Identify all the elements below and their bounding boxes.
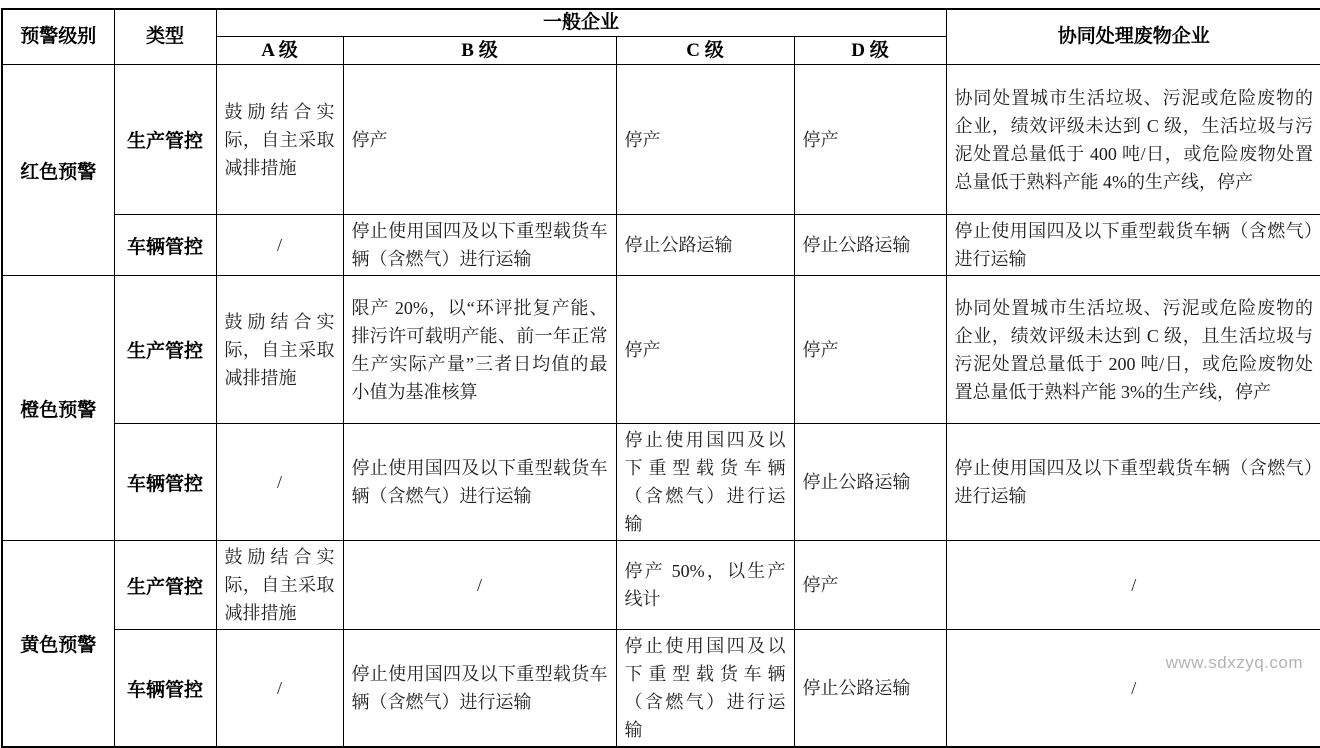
cell-yellow-vehicle-collab: / bbox=[946, 630, 1320, 748]
header-grade-b: B 级 bbox=[343, 37, 616, 65]
header-grade-d: D 级 bbox=[794, 37, 946, 65]
cell-orange-vehicle-a: / bbox=[216, 424, 343, 541]
rowlabel-red-production: 生产管控 bbox=[114, 65, 216, 215]
cell-red-production-d: 停产 bbox=[794, 65, 946, 215]
cell-red-production-a: 鼓励结合实际，自主采取减排措施 bbox=[216, 65, 343, 215]
cell-orange-production-collab: 协同处置城市生活垃圾、污泥或危险废物的企业，绩效评级未达到 C 级，且生活垃圾与污泥处置总量低于 200 吨/日，或危险废物处置总量低于熟料产能 3%的生产线，停产 bbox=[946, 276, 1320, 424]
cell-red-production-b: 停产 bbox=[343, 65, 616, 215]
cell-yellow-production-b: / bbox=[343, 541, 616, 630]
rowlabel-yellow-production: 生产管控 bbox=[114, 541, 216, 630]
rowlabel-orange-production: 生产管控 bbox=[114, 276, 216, 424]
header-grade-c: C 级 bbox=[616, 37, 794, 65]
header-type: 类型 bbox=[114, 9, 216, 65]
cell-yellow-production-c: 停产 50%，以生产线计 bbox=[616, 541, 794, 630]
rowlabel-red-vehicle: 车辆管控 bbox=[114, 215, 216, 276]
rowlabel-orange-vehicle: 车辆管控 bbox=[114, 424, 216, 541]
cell-yellow-production-a: 鼓励结合实际，自主采取减排措施 bbox=[216, 541, 343, 630]
cell-red-production-collab: 协同处置城市生活垃圾、污泥或危险废物的企业，绩效评级未达到 C 级，生活垃圾与污泥处置总量低于 400 吨/日，或危险废物处置总量低于熟料产能 4%的生产线，停产 bbox=[946, 65, 1320, 215]
cell-orange-production-b: 限产 20%，以“环评批复产能、排污许可载明产能、前一年正常生产实际产量”三者日均值的最小值为基准核算 bbox=[343, 276, 616, 424]
rowlabel-orange-warning: 橙色预警 bbox=[2, 276, 114, 541]
cell-yellow-vehicle-d: 停止公路运输 bbox=[794, 630, 946, 748]
cell-orange-production-a: 鼓励结合实际，自主采取减排措施 bbox=[216, 276, 343, 424]
cell-yellow-vehicle-b: 停止使用国四及以下重型载货车辆（含燃气）进行运输 bbox=[343, 630, 616, 748]
cell-orange-production-d: 停产 bbox=[794, 276, 946, 424]
cell-orange-vehicle-d: 停止公路运输 bbox=[794, 424, 946, 541]
cell-yellow-production-d: 停产 bbox=[794, 541, 946, 630]
document-page bbox=[0, 8, 1320, 740]
site-watermark: www.sdxzyq.com bbox=[1165, 653, 1303, 672]
cell-red-production-c: 停产 bbox=[616, 65, 794, 215]
cell-orange-vehicle-collab: 停止使用国四及以下重型载货车辆（含燃气）进行运输 bbox=[946, 424, 1320, 541]
rowlabel-yellow-warning: 黄色预警 bbox=[2, 541, 114, 748]
cell-red-vehicle-c: 停止公路运输 bbox=[616, 215, 794, 276]
cell-orange-vehicle-b: 停止使用国四及以下重型载货车辆（含燃气）进行运输 bbox=[343, 424, 616, 541]
cell-yellow-production-collab: / bbox=[946, 541, 1320, 630]
warning-level-table bbox=[1, 8, 1320, 748]
cell-red-vehicle-a: / bbox=[216, 215, 343, 276]
rowlabel-red-warning: 红色预警 bbox=[2, 65, 114, 276]
cell-red-vehicle-b: 停止使用国四及以下重型载货车辆（含燃气）进行运输 bbox=[343, 215, 616, 276]
cell-yellow-vehicle-a: / bbox=[216, 630, 343, 748]
header-general-enterprises: 一般企业 bbox=[216, 9, 946, 37]
cell-red-vehicle-collab: 停止使用国四及以下重型载货车辆（含燃气）进行运输 bbox=[946, 215, 1320, 276]
rowlabel-yellow-vehicle: 车辆管控 bbox=[114, 630, 216, 748]
cell-yellow-vehicle-c: 停止使用国四及以下重型载货车辆（含燃气）进行运输 bbox=[616, 630, 794, 748]
cell-orange-production-c: 停产 bbox=[616, 276, 794, 424]
header-warning-level: 预警级别 bbox=[2, 9, 114, 65]
header-grade-a: A 级 bbox=[216, 37, 343, 65]
header-collab-enterprises: 协同处理废物企业 bbox=[946, 9, 1320, 65]
cell-red-vehicle-d: 停止公路运输 bbox=[794, 215, 946, 276]
cell-orange-vehicle-c: 停止使用国四及以下重型载货车辆（含燃气）进行运输 bbox=[616, 424, 794, 541]
